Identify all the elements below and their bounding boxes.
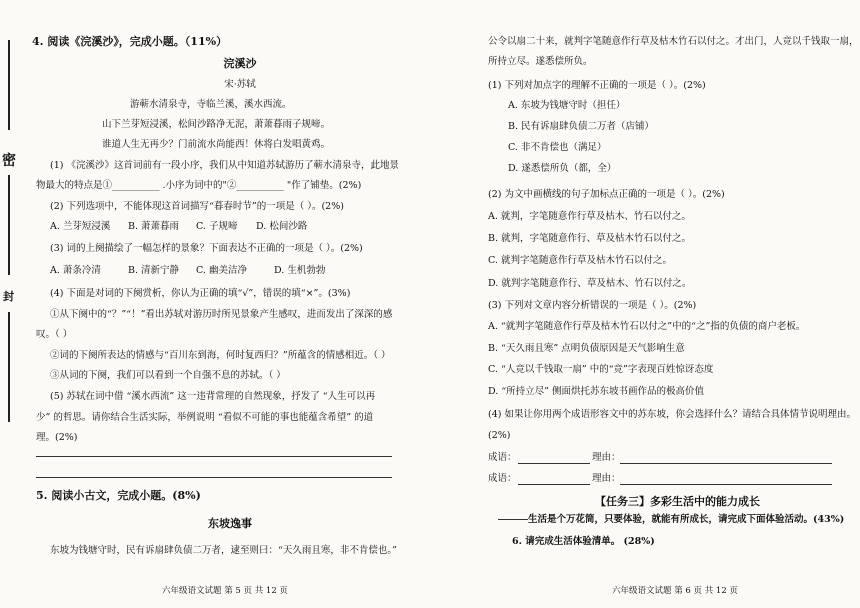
reason-blank-1[interactable] (620, 463, 832, 464)
binding-secret-mark: 密 (2, 153, 16, 169)
poem-line-2: 山下兰芽短浸溪，松间沙路净无泥，萧萧暮雨子规啼。 (102, 119, 331, 130)
r-q1-option-a: A. 东坡为钱塘守时（担任） (508, 100, 626, 111)
r-q4-question: (4) 如果让你用两个成语形容文中的苏东坡，你会选择什么？请结合具体情节说明理由。 (488, 409, 856, 420)
poem-author: 宋·苏轼 (224, 79, 256, 90)
q4-2-option-b: B. 萧萧暮雨 (128, 221, 180, 232)
r-q1-option-c: C. 非不肯偿也（满足） (508, 142, 607, 153)
q6-title: 6. 请完成生活体验清单。 (28%) (512, 536, 655, 547)
r-q2-option-c: C. 就判字笔随意作行草及枯木竹石以付之。 (488, 255, 672, 266)
task3-line-mark (498, 519, 528, 520)
q4-3-option-a: A. 萧条冷清 (50, 265, 101, 276)
story-continue-b: 所持立尽。遂悉偿所负。 (488, 56, 593, 67)
story-continue-a: 公令以扇二十来，就判字笔随意作行草及枯木竹石以付之。才出门，人竞以千钱取一扇， (488, 36, 859, 47)
r-q3-option-d: D. “所持立尽” 侧面烘托苏东坡书画作品的极高价值 (488, 386, 705, 397)
task3-intro: 生活是个万花筒，只要体验，就能有所成长，请完成下面体验活动。(43%) (528, 514, 845, 525)
q4-3-question: (3) 词的上阕描绘了一幅怎样的景象？下面表达不正确的一项是（ ）。(2%) (50, 243, 363, 254)
q4-4-item-1a: ①从下阕中的“？”“！”看出苏轼对游历时所见景象产生感叹，进而发出了深深的感 (50, 309, 393, 320)
r-q3-option-b: B. “天久雨且寒” 点明负债原因是天气影响生意 (488, 343, 685, 354)
story-title: 东坡逸事 (208, 517, 252, 530)
q4-1-line-a: (1) 《浣溪沙》这首词前有一段小序，我们从中知道苏轼游历了蕲水清泉寺，此地景 (50, 160, 399, 171)
idiom-blank-1[interactable] (518, 463, 590, 464)
r-q1-option-b: B. 民有诉扇肆负债二万者（店铺） (508, 121, 655, 132)
reason-label-1: 理由： (592, 452, 621, 463)
r-q3-option-a: A. “就判字笔随意作行草及枯木竹石以付之”中的“之”指的负债的商户老板。 (488, 321, 806, 332)
q4-4-item-1b: 叹。（ ） (36, 329, 73, 340)
q4-4-question: (4) 下面是对词的下阕赏析，你认为正确的填“√”，错误的填“×”。(3%) (50, 288, 351, 299)
answer-line-2 (36, 477, 392, 478)
r-q1-option-d: D. 遂悉偿所负（都，全） (508, 163, 617, 174)
left-page-footer: 六年级语文试题 第 5 页 共 12 页 (162, 586, 288, 596)
binding-line-top (8, 40, 10, 130)
answer-line-1 (36, 456, 392, 457)
binding-line-mid (8, 175, 10, 275)
binding-line-bottom (8, 312, 10, 422)
poem-line-3: 谁道人生无再少？门前流水尚能西！休将白发唱黄鸡。 (102, 139, 331, 150)
q4-2-option-d: D. 松间沙路 (256, 221, 308, 232)
idiom-label-1: 成语： (488, 452, 517, 463)
r-q2-option-d: D. 就判字笔随意作行、草及枯木、竹石以付之。 (488, 278, 692, 289)
reason-blank-2[interactable] (620, 484, 832, 485)
task3-title: 【任务三】多彩生活中的能力成长 (595, 495, 760, 508)
binding-seal-mark: 封 (3, 290, 14, 303)
q5-title: 5. 阅读小古文，完成小题。(8%) (36, 489, 201, 502)
poem-title: 浣溪沙 (223, 57, 257, 70)
r-q1-question: (1) 下列对加点字的理解不正确的一项是（ ）。(2%) (488, 80, 706, 91)
q4-4-item-2: ②词的下阕所表达的情感与“百川东到海，何时复西归？”所蕴含的情感相近。（ ） (50, 350, 391, 361)
q4-3-option-c: C. 幽美洁净 (196, 265, 247, 276)
r-q2-option-b: B. 就判，字笔随意作行、草及枯木竹石以付之。 (488, 233, 692, 244)
q4-3-option-d: D. 生机勃勃 (274, 265, 326, 276)
q4-title: 4. 阅读《浣溪沙》，完成小题。（11%） (32, 35, 228, 48)
q4-5-line-a: (5) 苏轼在词中借 “溪水西流” 这一违背常理的自然现象，抒发了 “人生可以再 (50, 391, 376, 402)
poem-line-1: 游蕲水清泉寺，寺临兰溪，溪水西流。 (130, 99, 292, 110)
idiom-blank-2[interactable] (518, 484, 590, 485)
story-line: 东坡为钱塘守时，民有诉扇肆负债二万者，逮至则曰：“天久雨且寒，非不肯偿也。” (50, 545, 397, 556)
q4-1-line-b: 物最大的特点是①__________ .小序为词中的"②__________ "作了铺垫。(2%) (36, 180, 362, 191)
q4-5-line-b: 少” 的哲思。请你结合生活实际，举例说明 “看似不可能的事也能蕴含希望” 的道 (36, 412, 374, 423)
r-q3-question: (3) 下列对文章内容分析错误的一项是（ ）。(2%) (488, 300, 697, 311)
r-q4-score: (2%) (488, 430, 511, 441)
r-q3-option-c: C. “人竞以千钱取一扇” 中的“竞”字表现百姓惊讶态度 (488, 364, 714, 375)
q4-5-line-c: 理。(2%) (36, 432, 78, 443)
idiom-label-2: 成语： (488, 473, 517, 484)
r-q2-question: (2) 为文中画横线的句子加标点正确的一项是（ ）。(2%) (488, 189, 725, 200)
q4-3-option-b: B. 清新宁静 (128, 265, 180, 276)
right-page-footer: 六年级语文试题 第 6 页 共 12 页 (612, 586, 738, 596)
reason-label-2: 理由： (592, 473, 621, 484)
q4-2-option-a: A. 兰芽短浸溪 (50, 221, 111, 232)
r-q2-option-a: A. 就判，字笔随意作行草及枯木、竹石以付之。 (488, 211, 691, 222)
q4-4-item-3: ③从词的下阕，我们可以看到一个自强不息的苏轼。（ ） (50, 370, 286, 381)
q4-2-question: (2) 下列选项中，不能体现这首词描写“暮春时节”的一项是（ ）。(2%) (50, 201, 344, 212)
q4-2-option-c: C. 子规啼 (196, 221, 238, 232)
